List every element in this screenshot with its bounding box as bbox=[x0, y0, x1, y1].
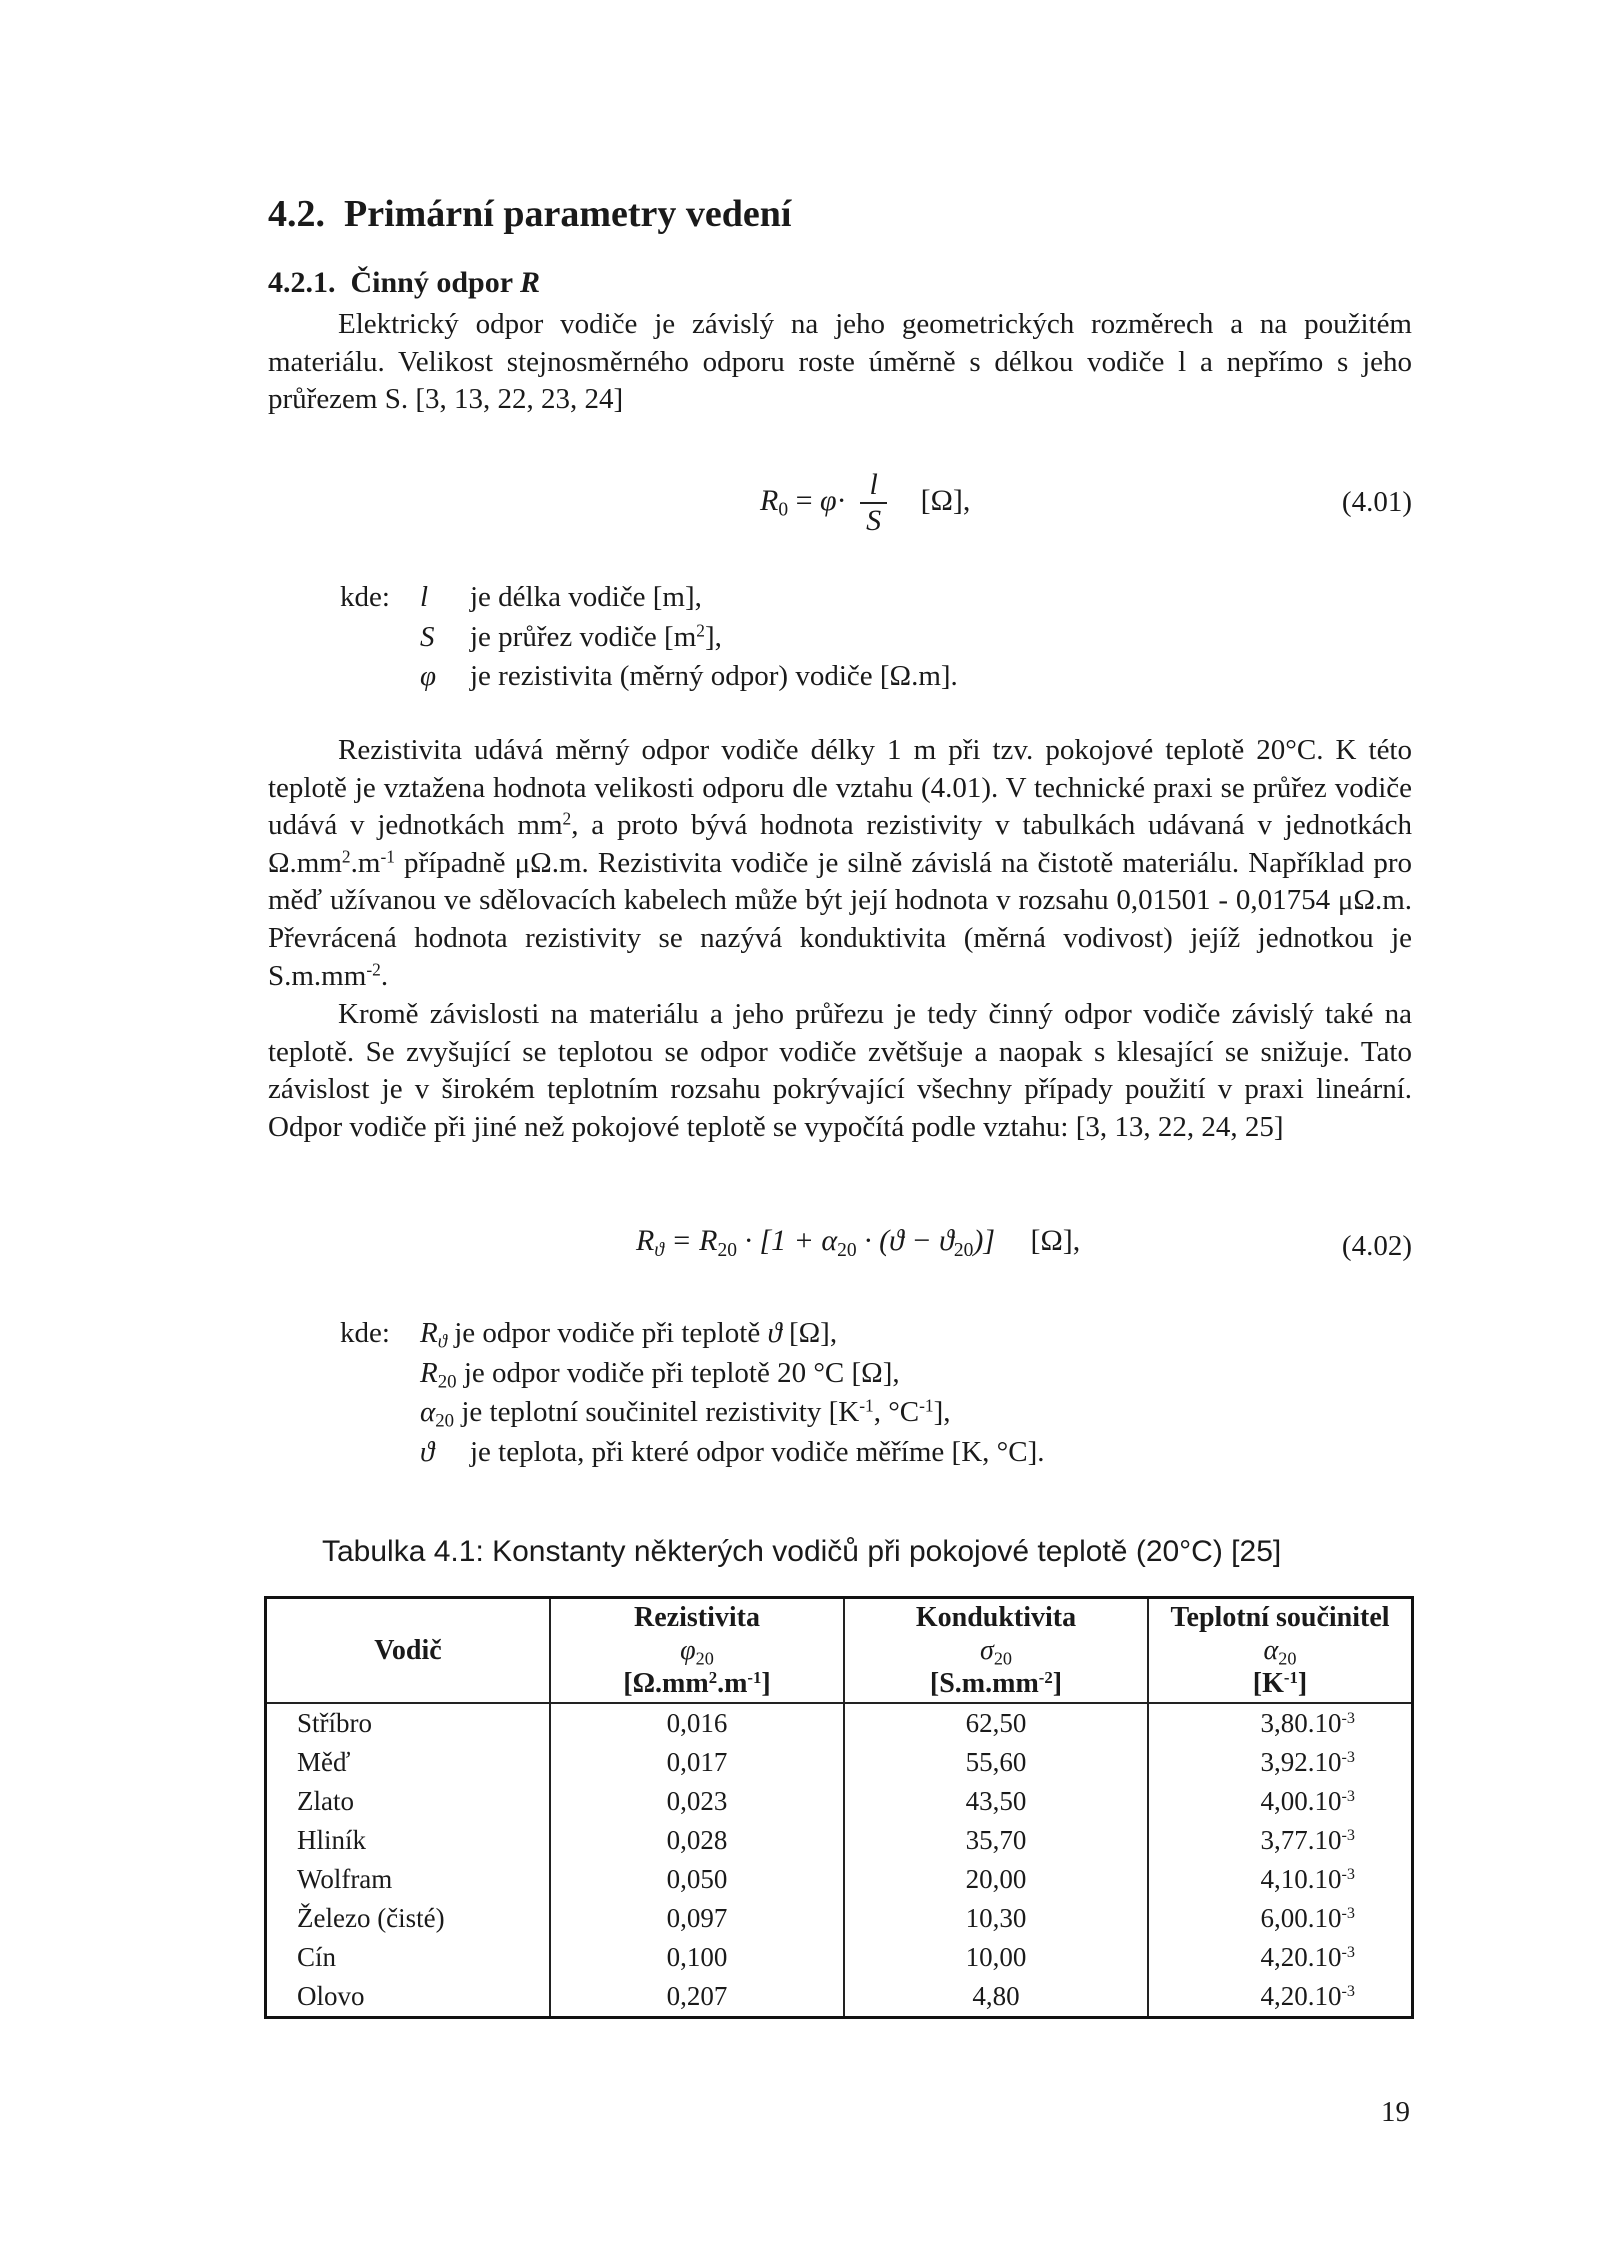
cell-tep-exponent: -3 bbox=[1341, 1709, 1355, 1728]
def1-text: je rezistivita (měrný odpor) vodiče [Ω.m]. bbox=[470, 660, 958, 692]
cell-tep-exponent: -3 bbox=[1341, 1943, 1355, 1962]
def2-kde: kde: bbox=[340, 1317, 390, 1349]
cell-tep-mantissa: 6,00.10 bbox=[1260, 1903, 1342, 1933]
cell-tep-mantissa: 3,77.10 bbox=[1260, 1825, 1342, 1855]
cell-tep-mantissa: 4,10.10 bbox=[1260, 1864, 1342, 1894]
cell-konduktivita: 10,30 bbox=[844, 1899, 1148, 1938]
def2-text: je odpor vodiče při teplotě bbox=[446, 1317, 768, 1349]
def1-sym: l bbox=[420, 581, 429, 613]
cell-rezistivita: 0,016 bbox=[550, 1703, 844, 1743]
cell-tep-mantissa: 4,00.10 bbox=[1260, 1786, 1342, 1816]
header-rez-unit: [Ω.mm bbox=[623, 1668, 709, 1699]
def1-sym: φ bbox=[420, 660, 437, 692]
cell-teplotni-soucinitel bbox=[1148, 1743, 1413, 1782]
eq2-part: = R bbox=[663, 1224, 718, 1257]
def2-tail-sym: ϑ bbox=[767, 1317, 782, 1349]
cell-teplotni-soucinitel bbox=[1148, 1899, 1413, 1938]
page-number: 19 bbox=[1381, 2096, 1410, 2128]
cell-tep-exponent: -3 bbox=[1341, 1748, 1355, 1767]
paragraph-3 bbox=[268, 996, 1412, 1146]
cell-vodic: Železo (čisté) bbox=[266, 1899, 551, 1938]
table-row bbox=[266, 1743, 1413, 1782]
eq2-sub: 20 bbox=[953, 1239, 974, 1261]
eq2-part: )] bbox=[973, 1224, 996, 1257]
table-body bbox=[266, 1703, 1413, 2018]
cell-tep-mantissa: 3,80.10 bbox=[1260, 1708, 1342, 1738]
cell-tep-exponent: -3 bbox=[1341, 1826, 1355, 1845]
table-row bbox=[266, 1977, 1413, 2018]
cell-rezistivita: 0,023 bbox=[550, 1782, 844, 1821]
def2-text: je teplota, při které odpor vodiče měříme [K, °C]. bbox=[470, 1435, 1045, 1468]
header-konduktivita bbox=[844, 1598, 1148, 1704]
def2-tail: [Ω], bbox=[781, 1317, 838, 1349]
header-kon-label: Konduktivita bbox=[915, 1602, 1077, 1633]
cell-konduktivita: 4,80 bbox=[844, 1977, 1148, 2018]
table-row bbox=[266, 1938, 1413, 1977]
def2-sym: ϑ bbox=[420, 1435, 435, 1468]
cell-teplotni-soucinitel bbox=[1148, 1703, 1413, 1743]
cell-teplotni-soucinitel bbox=[1148, 1938, 1413, 1977]
header-tep-unit: [K bbox=[1252, 1668, 1284, 1699]
cell-vodic: Wolfram bbox=[266, 1860, 551, 1899]
header-rez-unit: .m bbox=[717, 1668, 748, 1699]
eq2-sub: 20 bbox=[717, 1239, 737, 1261]
eq2-part: R bbox=[636, 1224, 655, 1257]
paragraph-2-sup: -1 bbox=[380, 846, 395, 867]
def2-sym: R bbox=[420, 1317, 438, 1349]
def1-sup: 2 bbox=[696, 619, 705, 640]
def2-sup: -1 bbox=[859, 1395, 874, 1416]
paragraph-3-text: Kromě závislosti na materiálu a jeho průřezu je tedy činný odpor vodiče závislý také na teplotě. Se zvyšující se teplotou se odpor vodiče zvětšuje a naopak s klesající se snižuje. Tato závislost je v širokém teplotním rozsahu pokrývající všechny případy použití v praxi lineární. Odpor vodiče při jiné než pokojové teplotě se vypočítá podle vztahu: [3, 13, 22, 24, 25] bbox=[268, 998, 1412, 1143]
paragraph-2 bbox=[268, 732, 1412, 995]
header-kon-sym: σ bbox=[980, 1635, 994, 1666]
header-rez-unit: ] bbox=[761, 1668, 771, 1699]
header-teplotni-soucinitel bbox=[1148, 1598, 1413, 1704]
section-number: 4.2. bbox=[268, 193, 325, 235]
def2-text: je odpor vodiče při teplotě 20 °C [Ω], bbox=[456, 1356, 900, 1389]
eq1-operator: = bbox=[795, 483, 813, 517]
cell-tep-mantissa: 4,20.10 bbox=[1260, 1981, 1342, 2011]
cell-teplotni-soucinitel bbox=[1148, 1977, 1413, 2018]
table-row bbox=[266, 1703, 1413, 1743]
paragraph-2-part: případně μΩ.m. Rezistivita vodiče je silně závislá na čistotě materiálu. Například pro měď užívanou ve sdělovacích kabelech může být její hodnota v rozsahu 0,01501 - 0,01754 μΩ.m. Převrácená hodnota rezistivity se nazývá konduktivita (měrná vodivost) jejíž jednotkou je S.m.mm bbox=[268, 846, 1412, 992]
cell-konduktivita: 62,50 bbox=[844, 1703, 1148, 1743]
cell-vodic: Zlato bbox=[266, 1782, 551, 1821]
paragraph-2-part: . bbox=[380, 959, 389, 992]
table-caption: Tabulka 4.1: Konstanty některých vodičů při pokojové teplotě (20°C) [25] bbox=[322, 1535, 1282, 1568]
def1-text-after: ], bbox=[704, 620, 722, 653]
def1-sym: S bbox=[420, 620, 435, 653]
header-rez-label: Rezistivita bbox=[634, 1602, 760, 1633]
header-tep-sub: 20 bbox=[1278, 1648, 1297, 1669]
cell-konduktivita: 35,70 bbox=[844, 1821, 1148, 1860]
cell-konduktivita: 55,60 bbox=[844, 1743, 1148, 1782]
def1-row-l bbox=[340, 578, 958, 618]
cell-rezistivita: 0,050 bbox=[550, 1860, 844, 1899]
paragraph-2-sup: -2 bbox=[366, 959, 381, 979]
cell-rezistivita: 0,028 bbox=[550, 1821, 844, 1860]
paragraph-2-sup: 2 bbox=[562, 808, 572, 829]
eq1-lhs: R bbox=[760, 483, 779, 517]
header-rez-sym: φ bbox=[680, 1635, 696, 1666]
def2-row-2 bbox=[340, 1354, 1045, 1394]
equation-number-4-01: (4.01) bbox=[1341, 486, 1412, 518]
header-rez-sup: 2 bbox=[708, 1667, 718, 1687]
cell-konduktivita: 43,50 bbox=[844, 1782, 1148, 1821]
def1-text: je délka vodiče [m], bbox=[470, 581, 702, 613]
eq1-denominator: S bbox=[866, 504, 882, 537]
header-kon-unit: [S.m.mm bbox=[929, 1668, 1039, 1699]
header-tep-sym: α bbox=[1263, 1635, 1279, 1666]
paragraph-2-part: , a proto bývá hodnota rezistivity v tabulkách udávaná v jednotkách Ω.mm bbox=[268, 809, 1412, 879]
cell-vodic: Stříbro bbox=[266, 1703, 551, 1743]
eq1-unit: [Ω], bbox=[920, 483, 971, 517]
table-row bbox=[266, 1860, 1413, 1899]
eq2-sub: 20 bbox=[837, 1239, 857, 1261]
def2-row-3 bbox=[340, 1393, 1045, 1433]
header-vodic bbox=[266, 1598, 551, 1704]
def1-row-phi bbox=[340, 657, 958, 697]
eq2-part: · (ϑ − ϑ bbox=[856, 1224, 954, 1257]
cell-tep-exponent: -3 bbox=[1341, 1904, 1355, 1923]
table-row bbox=[266, 1821, 1413, 1860]
def2-sub: 20 bbox=[437, 1371, 457, 1393]
cell-vodic: Olovo bbox=[266, 1977, 551, 2018]
subsection-symbol: R bbox=[520, 266, 541, 299]
definitions-1 bbox=[340, 578, 958, 697]
equation-4-01: $R_0 = \varphi\cdot$ $\frac{l}{S}$ [Ω], bbox=[760, 468, 971, 537]
header-kon-sup: -2 bbox=[1038, 1667, 1053, 1687]
eq2-unit: [Ω], bbox=[1030, 1224, 1081, 1257]
header-rez-sub: 20 bbox=[695, 1648, 714, 1669]
paragraph-1-text: Elektrický odpor vodiče je závislý na jeho geometrických rozměrech a na použitém materiálu. Velikost stejnosměrného odporu roste úměrně s délkou vodiče l a nepřímo s jeho průřezem S. [3, 13, 22, 23, 24] bbox=[268, 308, 1412, 416]
table-row bbox=[266, 1899, 1413, 1938]
cell-vodic: Měď bbox=[266, 1743, 551, 1782]
def2-sym: R bbox=[420, 1356, 438, 1389]
section-heading bbox=[268, 192, 791, 236]
cell-teplotni-soucinitel bbox=[1148, 1860, 1413, 1899]
equation-4-02 bbox=[636, 1224, 1081, 1261]
cell-tep-mantissa: 3,92.10 bbox=[1260, 1747, 1342, 1777]
cell-tep-mantissa: 4,20.10 bbox=[1260, 1942, 1342, 1972]
section-title: Primární parametry vedení bbox=[344, 193, 792, 235]
header-rez-sup: -1 bbox=[747, 1667, 762, 1687]
header-tep-sup: -1 bbox=[1283, 1667, 1298, 1687]
subsection-number: 4.2.1. bbox=[268, 266, 336, 299]
eq2-sub: ϑ bbox=[654, 1239, 664, 1261]
equation-number-4-02: (4.02) bbox=[1341, 1230, 1412, 1262]
def2-text: je teplotní součinitel rezistivity [K bbox=[454, 1396, 860, 1428]
def2-row-4 bbox=[340, 1433, 1045, 1473]
table-header-row bbox=[266, 1598, 1413, 1704]
paragraph-2-part: .m bbox=[350, 846, 381, 879]
def2-sub: 20 bbox=[435, 1410, 455, 1432]
cell-rezistivita: 0,097 bbox=[550, 1899, 844, 1938]
def2-sup: -1 bbox=[919, 1395, 934, 1416]
eq1-numerator: l bbox=[860, 468, 887, 504]
def1-row-s bbox=[340, 618, 958, 658]
eq1-phi: φ bbox=[820, 483, 837, 517]
cell-vodic: Hliník bbox=[266, 1821, 551, 1860]
def2-tail: ], bbox=[933, 1396, 951, 1428]
cell-rezistivita: 0,100 bbox=[550, 1938, 844, 1977]
def1-text: je průřez vodiče [m bbox=[470, 620, 697, 653]
cell-tep-exponent: -3 bbox=[1341, 1865, 1355, 1884]
cell-rezistivita: 0,207 bbox=[550, 1977, 844, 2018]
header-kon-sub: 20 bbox=[993, 1648, 1012, 1669]
cell-vodic: Cín bbox=[266, 1938, 551, 1977]
table-row bbox=[266, 1782, 1413, 1821]
paragraph-2-part: Rezistivita udává měrný odpor vodiče délky 1 m při tzv. pokojové teplotě 20°C. K této teplotě je vztažena hodnota velikosti odporu dle vztahu (4.01). V technické praxi se průřez vodiče udává v jednotkách mm bbox=[268, 734, 1412, 842]
def2-text: , °C bbox=[873, 1396, 920, 1428]
eq1-fraction bbox=[860, 468, 887, 538]
definitions-2 bbox=[340, 1314, 1045, 1472]
def2-row-1 bbox=[340, 1314, 1045, 1354]
subsection-heading bbox=[268, 266, 540, 300]
cell-teplotni-soucinitel bbox=[1148, 1821, 1413, 1860]
cell-tep-exponent: -3 bbox=[1341, 1787, 1355, 1806]
eq1-lhs-sub: 0 bbox=[778, 499, 789, 521]
cell-rezistivita: 0,017 bbox=[550, 1743, 844, 1782]
header-tep-unit: ] bbox=[1297, 1668, 1308, 1699]
header-rezistivita bbox=[550, 1598, 844, 1704]
eq2-part: · [1 + α bbox=[736, 1224, 838, 1257]
def1-kde: kde: bbox=[340, 581, 390, 613]
cell-konduktivita: 20,00 bbox=[844, 1860, 1148, 1899]
header-vodic-label: Vodič bbox=[374, 1635, 442, 1666]
cell-tep-exponent: -3 bbox=[1341, 1982, 1355, 2001]
subsection-title: Činný odpor bbox=[350, 266, 513, 299]
def2-sub: ϑ bbox=[437, 1331, 447, 1353]
paragraph-1 bbox=[268, 306, 1412, 419]
header-kon-unit: ] bbox=[1052, 1668, 1063, 1699]
cell-konduktivita: 10,00 bbox=[844, 1938, 1148, 1977]
header-tep-label: Teplotní součinitel bbox=[1170, 1602, 1390, 1633]
cell-teplotni-soucinitel bbox=[1148, 1782, 1413, 1821]
conductor-constants-table bbox=[264, 1596, 1414, 2019]
paragraph-2-sup: 2 bbox=[341, 846, 351, 867]
def2-sym: α bbox=[420, 1396, 436, 1428]
